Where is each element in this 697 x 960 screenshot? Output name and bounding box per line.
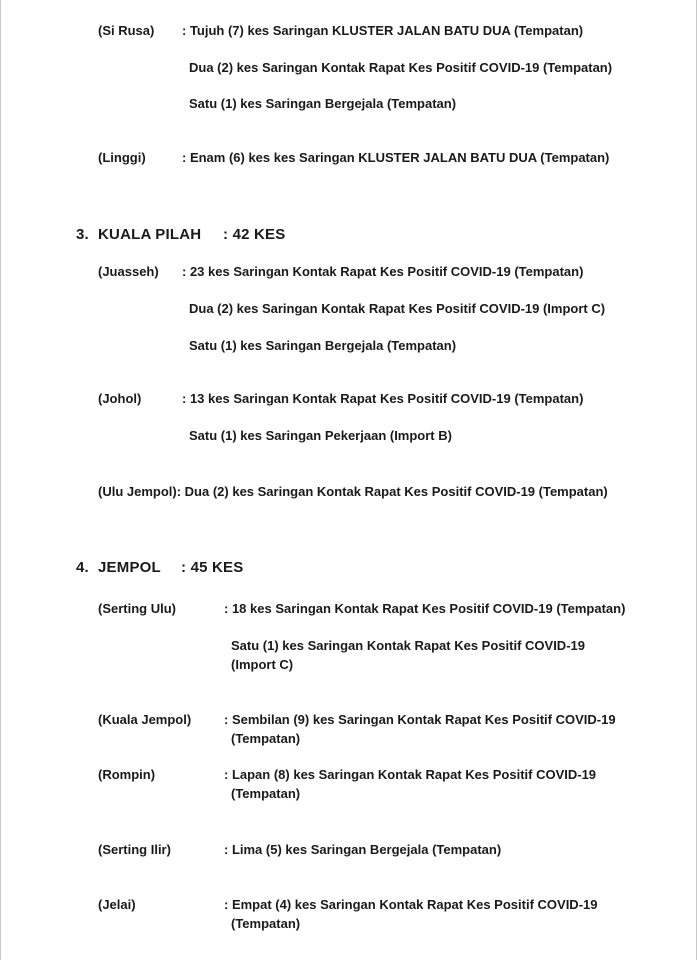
- linggi-line-1: : Enam (6) kes kes Saringan KLUSTER JALAN BATU DUA (Tempatan): [182, 150, 610, 165]
- rompin-line-2: (Tempatan): [231, 786, 301, 801]
- district-number-jempol: 4.: [76, 559, 89, 576]
- area-label-si-rusa: (Si Rusa): [98, 23, 155, 38]
- jelai-line-2: (Tempatan): [231, 916, 301, 931]
- area-label-linggi: (Linggi): [98, 150, 146, 165]
- johol-line-1: : 13 kes Saringan Kontak Rapat Kes Positif COVID-19 (Tempatan): [182, 391, 584, 406]
- johol-line-2: Satu (1) kes Saringan Pekerjaan (Import B): [189, 428, 452, 443]
- serting-ilir-line-1: : Lima (5) kes Saringan Bergejala (Tempatan): [224, 842, 502, 857]
- serting-ulu-line-3: (Import C): [231, 657, 294, 672]
- serting-ulu-line-1: : 18 kes Saringan Kontak Rapat Kes Positif COVID-19 (Tempatan): [224, 601, 626, 616]
- kuala-jempol-line-2: (Tempatan): [231, 731, 301, 746]
- district-name-kuala-pilah: KUALA PILAH: [98, 226, 202, 243]
- area-label-serting-ilir: (Serting Ilir): [98, 842, 171, 857]
- area-label-rompin: (Rompin): [98, 767, 156, 782]
- district-total-jempol: : 45 KES: [181, 559, 244, 576]
- area-label-jelai: (Jelai): [98, 897, 136, 912]
- juasseh-line-1: : 23 kes Saringan Kontak Rapat Kes Positif COVID-19 (Tempatan): [182, 264, 584, 279]
- area-label-serting-ulu: (Serting Ulu): [98, 601, 176, 616]
- district-name-jempol: JEMPOL: [98, 559, 161, 576]
- kuala-jempol-line-1: : Sembilan (9) kes Saringan Kontak Rapat Kes Positif COVID-19: [224, 712, 616, 727]
- si-rusa-line-3: Satu (1) kes Saringan Bergejala (Tempatan): [189, 96, 457, 111]
- serting-ulu-line-2: Satu (1) kes Saringan Kontak Rapat Kes Positif COVID-19: [231, 638, 585, 653]
- si-rusa-line-2: Dua (2) kes Saringan Kontak Rapat Kes Positif COVID-19 (Tempatan): [189, 60, 613, 75]
- ulu-jempol-line: (Ulu Jempol): Dua (2) kes Saringan Kontak Rapat Kes Positif COVID-19 (Tempatan): [98, 484, 608, 499]
- juasseh-line-2: Dua (2) kes Saringan Kontak Rapat Kes Positif COVID-19 (Import C): [189, 301, 606, 316]
- area-label-kuala-jempol: (Kuala Jempol): [98, 712, 192, 727]
- area-label-juasseh: (Juasseh): [98, 264, 159, 279]
- jelai-line-1: : Empat (4) kes Saringan Kontak Rapat Kes Positif COVID-19: [224, 897, 598, 912]
- area-label-johol: (Johol): [98, 391, 142, 406]
- district-total-kuala-pilah: : 42 KES: [223, 226, 286, 243]
- si-rusa-line-1: : Tujuh (7) kes Saringan KLUSTER JALAN BATU DUA (Tempatan): [182, 23, 584, 38]
- rompin-line-1: : Lapan (8) kes Saringan Kontak Rapat Kes Positif COVID-19: [224, 767, 597, 782]
- district-number-kuala-pilah: 3.: [76, 226, 89, 243]
- juasseh-line-3: Satu (1) kes Saringan Bergejala (Tempatan): [189, 338, 457, 353]
